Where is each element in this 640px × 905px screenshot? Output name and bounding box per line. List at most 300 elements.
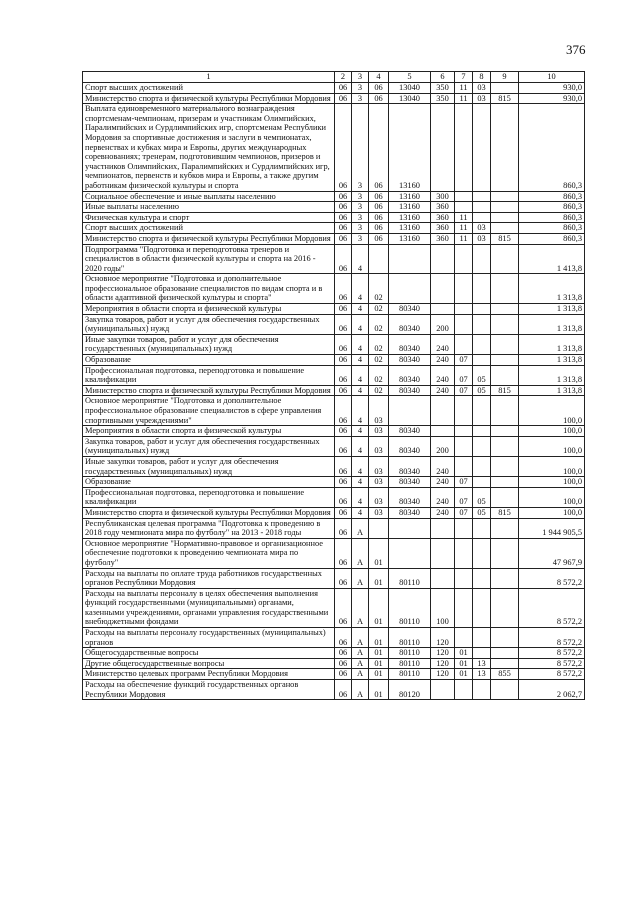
code-cell: 05 xyxy=(473,385,491,396)
code-cell: 06 xyxy=(335,396,352,426)
table-row xyxy=(83,212,585,223)
code-cell: 13160 xyxy=(389,104,431,191)
amount-cell: 1 313,8 xyxy=(519,355,585,366)
code-cell xyxy=(455,568,473,588)
row-name-cell: Основное мероприятие "Нормативно-правовое и организационное обеспечение подготовки к проведению чемпионата мира по футболу" xyxy=(83,538,335,568)
code-cell: 06 xyxy=(335,274,352,304)
code-cell: 06 xyxy=(335,669,352,680)
code-cell: 06 xyxy=(335,93,352,104)
code-cell: 06 xyxy=(369,104,389,191)
code-cell: 06 xyxy=(335,304,352,315)
table-row xyxy=(83,83,585,94)
code-cell: 240 xyxy=(431,385,455,396)
code-cell xyxy=(491,274,519,304)
table-row xyxy=(83,355,585,366)
row-name-cell: Иные выплаты населению xyxy=(83,202,335,213)
column-header: 9 xyxy=(491,72,519,83)
code-cell: 06 xyxy=(335,385,352,396)
amount-cell: 930,0 xyxy=(519,93,585,104)
code-cell xyxy=(431,568,455,588)
code-cell: 80110 xyxy=(389,658,431,669)
code-cell: 240 xyxy=(431,507,455,518)
amount-cell: 2 062,7 xyxy=(519,680,585,700)
code-cell xyxy=(491,568,519,588)
table-row xyxy=(83,304,585,315)
code-cell: 01 xyxy=(369,658,389,669)
code-cell: А xyxy=(352,538,369,568)
table-row xyxy=(83,436,585,456)
code-cell: 3 xyxy=(352,233,369,244)
row-name-cell: Расходы на выплаты по оплате труда работников государственных органов Республики Мордовия xyxy=(83,568,335,588)
table-row xyxy=(83,385,585,396)
code-cell xyxy=(389,244,431,274)
code-cell: 815 xyxy=(491,507,519,518)
budget-table xyxy=(82,71,585,700)
code-cell: 240 xyxy=(431,365,455,385)
code-cell: 80340 xyxy=(389,426,431,437)
code-cell xyxy=(455,588,473,627)
code-cell xyxy=(473,477,491,488)
row-name-cell: Мероприятия в области спорта и физической культуры xyxy=(83,304,335,315)
code-cell xyxy=(491,396,519,426)
code-cell: 3 xyxy=(352,83,369,94)
column-header: 8 xyxy=(473,72,491,83)
code-cell: 06 xyxy=(335,477,352,488)
code-cell: 02 xyxy=(369,274,389,304)
code-cell xyxy=(491,658,519,669)
code-cell: 3 xyxy=(352,223,369,234)
row-name-cell: Министерство спорта и физической культуры Республики Мордовия xyxy=(83,233,335,244)
code-cell xyxy=(473,334,491,354)
code-cell xyxy=(491,314,519,334)
amount-cell: 1 313,8 xyxy=(519,334,585,354)
code-cell: 06 xyxy=(335,648,352,659)
table-row xyxy=(83,477,585,488)
code-cell: А xyxy=(352,658,369,669)
code-cell: 06 xyxy=(335,202,352,213)
code-cell xyxy=(491,518,519,538)
code-cell: 06 xyxy=(369,212,389,223)
table-row xyxy=(83,680,585,700)
row-name-cell: Расходы на обеспечение функций государственных органов Республики Мордовия xyxy=(83,680,335,700)
code-cell xyxy=(369,518,389,538)
amount-cell: 100,0 xyxy=(519,426,585,437)
code-cell xyxy=(491,304,519,315)
table-row xyxy=(83,314,585,334)
code-cell xyxy=(431,244,455,274)
code-cell xyxy=(455,396,473,426)
column-header: 6 xyxy=(431,72,455,83)
code-cell xyxy=(491,538,519,568)
code-cell: 06 xyxy=(335,233,352,244)
code-cell: 05 xyxy=(473,365,491,385)
amount-cell: 860,3 xyxy=(519,212,585,223)
table-row xyxy=(83,507,585,518)
row-name-cell: Выплата единовременного материального вознаграждения спортсменам-чемпионам, призерам и участникам Олимпийских, Паралимпийских и Сурдлимпийских игр, спортсменам Республики Мордовия за спортивные достижения и заслуги в чемпионатах, первенствах и кубках мира и Европы, других международных соревнованиях; тренерам, подготовившим чемпионов, призеров и участников Олимпийских, Паралимпийских и Сурдлимпийских игр, чемпионатов, первенств и кубков мира и Европы, а также другим работникам физической культуры и спорта xyxy=(83,104,335,191)
code-cell: 06 xyxy=(335,507,352,518)
table-row xyxy=(83,588,585,627)
code-cell: 80340 xyxy=(389,365,431,385)
code-cell: 03 xyxy=(369,456,389,476)
code-cell xyxy=(491,104,519,191)
code-cell xyxy=(473,568,491,588)
table-row xyxy=(83,244,585,274)
table-row xyxy=(83,426,585,437)
code-cell: 4 xyxy=(352,385,369,396)
code-cell xyxy=(455,244,473,274)
row-name-cell: Расходы на выплаты персоналу государственных (муниципальных) органов xyxy=(83,628,335,648)
table-row xyxy=(83,274,585,304)
code-cell xyxy=(491,365,519,385)
code-cell: 02 xyxy=(369,365,389,385)
code-cell xyxy=(389,518,431,538)
code-cell xyxy=(491,436,519,456)
code-cell xyxy=(473,648,491,659)
code-cell: 3 xyxy=(352,212,369,223)
code-cell: 80110 xyxy=(389,588,431,627)
code-cell: 13 xyxy=(473,658,491,669)
code-cell xyxy=(491,202,519,213)
code-cell: 120 xyxy=(431,628,455,648)
code-cell: 240 xyxy=(431,334,455,354)
code-cell xyxy=(473,202,491,213)
code-cell: 07 xyxy=(455,385,473,396)
code-cell: 4 xyxy=(352,244,369,274)
code-cell xyxy=(491,680,519,700)
row-name-cell: Основное мероприятие "Подготовка и дополнительное профессиональное образование специалистов в сфере управления спортивными учреждениями" xyxy=(83,396,335,426)
code-cell: 240 xyxy=(431,487,455,507)
code-cell: 03 xyxy=(473,83,491,94)
amount-cell: 1 313,8 xyxy=(519,314,585,334)
code-cell: 06 xyxy=(335,355,352,366)
code-cell: 07 xyxy=(455,477,473,488)
code-cell xyxy=(473,355,491,366)
code-cell: 06 xyxy=(369,202,389,213)
column-header: 7 xyxy=(455,72,473,83)
code-cell xyxy=(473,396,491,426)
code-cell: 200 xyxy=(431,436,455,456)
code-cell: 360 xyxy=(431,233,455,244)
code-cell xyxy=(455,436,473,456)
table-row xyxy=(83,628,585,648)
code-cell: 06 xyxy=(335,314,352,334)
row-name-cell: Иные закупки товаров, работ и услуг для обеспечения государственных (муниципальных) нужд xyxy=(83,334,335,354)
table-row xyxy=(83,669,585,680)
code-cell xyxy=(473,436,491,456)
code-cell: 01 xyxy=(455,648,473,659)
amount-cell: 860,3 xyxy=(519,233,585,244)
code-cell: 05 xyxy=(473,487,491,507)
amount-cell: 100,0 xyxy=(519,396,585,426)
code-cell: 3 xyxy=(352,191,369,202)
row-name-cell: Иные закупки товаров, работ и услуг для обеспечения государственных (муниципальных) нужд xyxy=(83,456,335,476)
code-cell: А xyxy=(352,518,369,538)
code-cell: 06 xyxy=(335,628,352,648)
code-cell xyxy=(491,191,519,202)
row-name-cell: Социальное обеспечение и иные выплаты населению xyxy=(83,191,335,202)
code-cell: 855 xyxy=(491,669,519,680)
code-cell: 4 xyxy=(352,487,369,507)
code-cell: 3 xyxy=(352,202,369,213)
code-cell: 4 xyxy=(352,436,369,456)
code-cell: 360 xyxy=(431,202,455,213)
column-header: 1 xyxy=(83,72,335,83)
amount-cell: 860,3 xyxy=(519,191,585,202)
code-cell: 01 xyxy=(369,568,389,588)
code-cell: 3 xyxy=(352,93,369,104)
amount-cell: 1 313,8 xyxy=(519,365,585,385)
code-cell: 03 xyxy=(473,233,491,244)
code-cell: 06 xyxy=(335,365,352,385)
code-cell: 13160 xyxy=(389,191,431,202)
code-cell xyxy=(473,456,491,476)
code-cell: А xyxy=(352,588,369,627)
code-cell: 4 xyxy=(352,304,369,315)
code-cell: 03 xyxy=(369,487,389,507)
table-row xyxy=(83,396,585,426)
column-header: 5 xyxy=(389,72,431,83)
code-cell: 01 xyxy=(369,680,389,700)
code-cell: 06 xyxy=(335,658,352,669)
code-cell: 4 xyxy=(352,365,369,385)
code-cell: 120 xyxy=(431,648,455,659)
row-name-cell: Мероприятия в области спорта и физической культуры xyxy=(83,426,335,437)
code-cell: 03 xyxy=(473,93,491,104)
code-cell xyxy=(389,396,431,426)
code-cell: 06 xyxy=(335,191,352,202)
code-cell: 01 xyxy=(455,658,473,669)
table-row xyxy=(83,658,585,669)
table-row xyxy=(83,487,585,507)
code-cell: 11 xyxy=(455,212,473,223)
code-cell xyxy=(431,538,455,568)
code-cell: 01 xyxy=(455,669,473,680)
row-name-cell: Министерство спорта и физической культуры Республики Мордовия xyxy=(83,385,335,396)
code-cell xyxy=(491,223,519,234)
row-name-cell: Расходы на выплаты персоналу в целях обеспечения выполнения функций государственными (муниципальными) органами, казенными учреждениями, органами управления государственными внебюджетными фондами xyxy=(83,588,335,627)
code-cell: 06 xyxy=(335,487,352,507)
code-cell: 80340 xyxy=(389,456,431,476)
table-row xyxy=(83,334,585,354)
code-cell xyxy=(491,588,519,627)
code-cell: 13040 xyxy=(389,93,431,104)
amount-cell: 100,0 xyxy=(519,477,585,488)
table-row xyxy=(83,538,585,568)
code-cell: 4 xyxy=(352,334,369,354)
amount-cell: 47 967,9 xyxy=(519,538,585,568)
code-cell: 4 xyxy=(352,274,369,304)
code-cell xyxy=(455,314,473,334)
code-cell: 07 xyxy=(455,365,473,385)
code-cell xyxy=(491,487,519,507)
code-cell: 13160 xyxy=(389,212,431,223)
code-cell: 80340 xyxy=(389,477,431,488)
code-cell: 06 xyxy=(335,568,352,588)
amount-cell: 8 572,2 xyxy=(519,568,585,588)
code-cell: 06 xyxy=(369,191,389,202)
code-cell: 80110 xyxy=(389,648,431,659)
code-cell: 80340 xyxy=(389,355,431,366)
page-number: 376 xyxy=(566,42,586,57)
code-cell: 360 xyxy=(431,212,455,223)
code-cell xyxy=(491,83,519,94)
code-cell: 05 xyxy=(473,507,491,518)
code-cell: 4 xyxy=(352,507,369,518)
code-cell xyxy=(491,212,519,223)
code-cell: А xyxy=(352,648,369,659)
amount-cell: 1 413,8 xyxy=(519,244,585,274)
table-row xyxy=(83,191,585,202)
row-name-cell: Подпрограмма "Подготовка и переподготовка тренеров и специалистов в области физической культуры и спорта на 2016 - 2020 годы" xyxy=(83,244,335,274)
code-cell: 06 xyxy=(335,588,352,627)
code-cell xyxy=(455,538,473,568)
code-cell: 80340 xyxy=(389,304,431,315)
code-cell: А xyxy=(352,628,369,648)
code-cell: А xyxy=(352,568,369,588)
code-cell: 80340 xyxy=(389,436,431,456)
code-cell: 3 xyxy=(352,104,369,191)
code-cell: 4 xyxy=(352,314,369,334)
code-cell: 06 xyxy=(335,538,352,568)
code-cell: 06 xyxy=(369,83,389,94)
code-cell xyxy=(431,518,455,538)
code-cell: 80340 xyxy=(389,334,431,354)
code-cell: 4 xyxy=(352,396,369,426)
amount-cell: 8 572,2 xyxy=(519,628,585,648)
code-cell: 120 xyxy=(431,669,455,680)
code-cell: 06 xyxy=(335,518,352,538)
row-name-cell: Образование xyxy=(83,477,335,488)
code-cell: 13040 xyxy=(389,83,431,94)
code-cell: 06 xyxy=(335,436,352,456)
code-cell: 01 xyxy=(369,538,389,568)
code-cell: А xyxy=(352,669,369,680)
code-cell xyxy=(455,202,473,213)
row-name-cell: Профессиональная подготовка, переподготовка и повышение квалификации xyxy=(83,365,335,385)
code-cell: 350 xyxy=(431,93,455,104)
code-cell: 350 xyxy=(431,83,455,94)
code-cell xyxy=(473,628,491,648)
code-cell xyxy=(431,426,455,437)
code-cell: 80340 xyxy=(389,487,431,507)
code-cell: 01 xyxy=(369,648,389,659)
code-cell: 06 xyxy=(335,426,352,437)
code-cell xyxy=(491,355,519,366)
table-body xyxy=(83,83,585,700)
code-cell: 11 xyxy=(455,223,473,234)
code-cell: 80110 xyxy=(389,628,431,648)
code-cell: 03 xyxy=(369,426,389,437)
code-cell xyxy=(473,104,491,191)
code-cell: 03 xyxy=(369,396,389,426)
code-cell: 360 xyxy=(431,223,455,234)
code-cell: 120 xyxy=(431,658,455,669)
code-cell xyxy=(473,314,491,334)
code-cell: 240 xyxy=(431,456,455,476)
code-cell: 02 xyxy=(369,334,389,354)
column-header: 10 xyxy=(519,72,585,83)
code-cell xyxy=(491,244,519,274)
code-cell: 03 xyxy=(369,436,389,456)
code-cell xyxy=(455,191,473,202)
code-cell xyxy=(455,628,473,648)
code-cell xyxy=(431,304,455,315)
amount-cell: 100,0 xyxy=(519,507,585,518)
code-cell: 13160 xyxy=(389,233,431,244)
row-name-cell: Профессиональная подготовка, переподготовка и повышение квалификации xyxy=(83,487,335,507)
column-header: 2 xyxy=(335,72,352,83)
code-cell xyxy=(491,648,519,659)
amount-cell: 860,3 xyxy=(519,223,585,234)
amount-cell: 930,0 xyxy=(519,83,585,94)
table-row xyxy=(83,456,585,476)
row-name-cell: Другие общегосударственные вопросы xyxy=(83,658,335,669)
code-cell xyxy=(473,538,491,568)
code-cell xyxy=(431,396,455,426)
code-cell: 06 xyxy=(369,93,389,104)
column-header: 4 xyxy=(369,72,389,83)
code-cell xyxy=(455,456,473,476)
row-name-cell: Общегосударственные вопросы xyxy=(83,648,335,659)
table-row xyxy=(83,648,585,659)
column-header: 3 xyxy=(352,72,369,83)
amount-cell: 8 572,2 xyxy=(519,648,585,659)
code-cell: 815 xyxy=(491,93,519,104)
code-cell: 815 xyxy=(491,385,519,396)
amount-cell: 100,0 xyxy=(519,456,585,476)
code-cell: 80340 xyxy=(389,385,431,396)
table-row xyxy=(83,365,585,385)
code-cell: 01 xyxy=(369,628,389,648)
code-cell xyxy=(473,588,491,627)
code-cell: 4 xyxy=(352,426,369,437)
code-cell: 02 xyxy=(369,385,389,396)
row-name-cell: Закупка товаров, работ и услуг для обеспечения государственных (муниципальных) нужд xyxy=(83,436,335,456)
code-cell: 13160 xyxy=(389,223,431,234)
code-cell xyxy=(455,304,473,315)
code-cell: 02 xyxy=(369,314,389,334)
code-cell: А xyxy=(352,680,369,700)
table-row xyxy=(83,518,585,538)
code-cell: 80340 xyxy=(389,507,431,518)
amount-cell: 100,0 xyxy=(519,436,585,456)
code-cell: 4 xyxy=(352,456,369,476)
amount-cell: 1 313,8 xyxy=(519,274,585,304)
code-cell xyxy=(455,274,473,304)
row-name-cell: Физическая культура и спорт xyxy=(83,212,335,223)
amount-cell: 860,3 xyxy=(519,104,585,191)
table-row xyxy=(83,233,585,244)
code-cell xyxy=(455,334,473,354)
code-cell: 02 xyxy=(369,304,389,315)
code-cell xyxy=(491,628,519,648)
code-cell: 01 xyxy=(369,669,389,680)
code-cell xyxy=(491,334,519,354)
amount-cell: 100,0 xyxy=(519,487,585,507)
code-cell xyxy=(473,680,491,700)
code-cell: 80340 xyxy=(389,314,431,334)
code-cell xyxy=(491,426,519,437)
code-cell: 06 xyxy=(369,223,389,234)
table-header-row xyxy=(83,72,585,83)
code-cell xyxy=(431,274,455,304)
table-row xyxy=(83,202,585,213)
code-cell: 4 xyxy=(352,355,369,366)
code-cell: 07 xyxy=(455,507,473,518)
code-cell: 11 xyxy=(455,233,473,244)
code-cell xyxy=(473,274,491,304)
code-cell: 06 xyxy=(335,680,352,700)
